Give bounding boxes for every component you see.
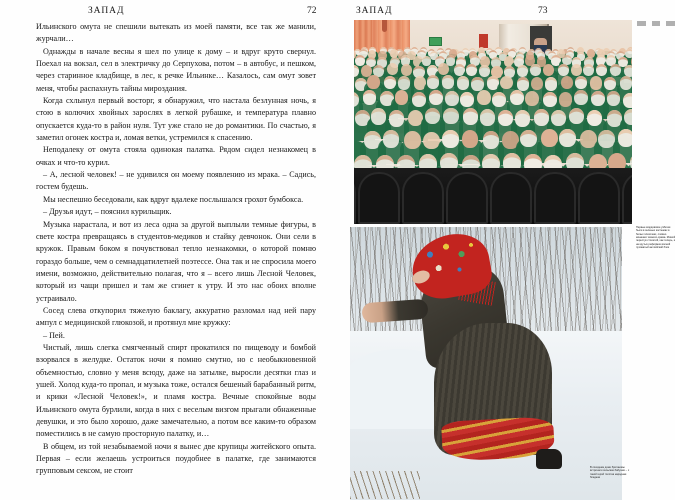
photo-person-head bbox=[604, 77, 617, 91]
photo-chair bbox=[622, 172, 632, 224]
photo-person-head bbox=[442, 130, 459, 148]
photo-person-head bbox=[395, 90, 409, 105]
running-head-right: ЗАПАД bbox=[356, 6, 393, 16]
photo-person-head bbox=[480, 109, 495, 125]
photo-person-head bbox=[607, 91, 621, 106]
photo-person-head bbox=[624, 109, 632, 125]
photo-person-head bbox=[575, 76, 588, 90]
caption-text: Первые мордовские узбечки были в зеленых костюмах в белых платочках, словно монашки темного-храма. Мягкий перестук столетий, как теперь, и на крутых реформах волной пуховатый английский блок bbox=[636, 226, 675, 250]
paragraph: Однажды в начале весны я шел по улице к дому – и вдруг круто свернул. Поехал на вокзал, сел в электричку до Серпухова, потом – в автобус, и пешком, через старинное кладбище, в лес, к речке Ильинке… Казалось, сам омут зовет меня, чтобы распахнуть тайны мироздания. bbox=[36, 46, 316, 93]
photo-person-head bbox=[618, 129, 632, 147]
photo-person-head bbox=[404, 131, 421, 149]
photo-folk-costume-snow bbox=[350, 227, 622, 500]
paragraph: – Пей. bbox=[43, 330, 65, 340]
photo-person-head bbox=[429, 90, 443, 105]
photo-boot bbox=[536, 449, 562, 469]
photo-person-head bbox=[545, 77, 558, 91]
running-head-left: ЗАПАД bbox=[88, 6, 125, 16]
photo-seated-crowd bbox=[354, 46, 632, 178]
photo-chair bbox=[578, 172, 620, 224]
photo-chair bbox=[534, 172, 576, 224]
photo-person-head bbox=[471, 77, 484, 91]
photo-person-head bbox=[398, 76, 411, 90]
photo-person-head bbox=[443, 108, 458, 124]
photo-person-head bbox=[587, 110, 602, 126]
paragraph: Ильинского омута не спешили вытекать из моей памяти, все так же манили, журчали… bbox=[36, 22, 316, 44]
photo-chair bbox=[446, 172, 488, 224]
page-number-left: 72 bbox=[307, 6, 317, 16]
photo-person-head bbox=[460, 92, 474, 107]
paragraph: Сосед слева откупорил тяжелую баклагу, аккуратно разломал над ней пару ампул с медицинской глюкозой, и протянул мне кружку: bbox=[36, 305, 316, 328]
photo-chair bbox=[358, 172, 400, 224]
photo-person-head bbox=[590, 76, 603, 90]
photo-person-head bbox=[425, 108, 440, 124]
photo-person-head bbox=[623, 93, 632, 108]
photo-person-head bbox=[551, 110, 566, 126]
photo-dry-brush bbox=[350, 471, 420, 499]
photo-person-head bbox=[438, 63, 449, 75]
photo-person-head bbox=[492, 92, 506, 107]
paragraph: Когда схлынул первый восторг, я обнаружил, что настала безлунная ночь, я стою в колючих хвойных зарослях в легкой рубашке, и температура плавно опускается куда-то в район нуля. Тут уже стало не до романтики. По счастью, я заметил огонек костра и, ломая ветки, устремился к спасению. bbox=[36, 96, 316, 143]
photo-person-head bbox=[500, 76, 513, 90]
photo-auditorium-women bbox=[354, 20, 632, 224]
photo-person-head bbox=[520, 130, 537, 148]
photo-person-head bbox=[624, 65, 632, 77]
photo-chair bbox=[490, 172, 532, 224]
photo-person-head bbox=[371, 108, 386, 124]
photo-person-head bbox=[483, 131, 500, 149]
paragraph: Мы неспешно беседовали, как вдруг вдалеке послышался грохот бумбокса. bbox=[43, 194, 304, 204]
photo-person-head bbox=[387, 63, 398, 75]
photo-chair-row bbox=[354, 168, 632, 224]
photo-chair bbox=[354, 172, 356, 224]
paragraph: – Друзья идут, – пояснил курильщик. bbox=[43, 207, 172, 217]
photo-person-head bbox=[383, 130, 400, 148]
caption-text: В соседнем доме британовы встречали сельские бабушки – с такой герой толстая народная бледная bbox=[590, 466, 630, 480]
right-page bbox=[340, 0, 675, 500]
page-number-right: 73 bbox=[538, 6, 548, 16]
photo-person-head bbox=[427, 75, 440, 89]
photo-person-head bbox=[477, 90, 491, 105]
photo-person-head bbox=[515, 110, 530, 126]
photo-chair bbox=[402, 172, 444, 224]
photo-person-head bbox=[559, 129, 576, 147]
photo-person-head bbox=[543, 64, 554, 76]
photo-person-head bbox=[401, 64, 412, 76]
paragraph: В общем, из той незабываемой ночи я вынес две крупицы житейского опыта. Первая – если желаешь устроиться поудобнее в палатке, где занимаются групповым сексом, не стоит bbox=[36, 441, 316, 476]
caption-photo-bottom bbox=[590, 466, 630, 479]
photo-wall-lamp bbox=[382, 20, 387, 32]
caption-photo-top bbox=[636, 226, 675, 249]
paragraph: – А, лесной человек! – не удивился он моему появлению из мрака. – Садись, гостем будешь. bbox=[36, 170, 316, 192]
photo-person-head bbox=[625, 49, 632, 58]
photo-person-head bbox=[530, 64, 541, 76]
photo-person-head bbox=[610, 64, 621, 76]
paragraph: Музыка нарастала, и вот из леса одна за другой выплыли темные фигуры, в свете костра превращаясь в студентов-медиков и стайку девчонок. Они сели в кружок. Правым боком я почувствовал тепло незнакомки, о которой помню гораздо больше, чем о семнадцатилетней поэтессе. Она так и не спросила моего имени, возможно, действительно полагая, что я – всего лишь Лесной Человек, который из чащи пришел и там же сгинет к утру. И это нас обоих вполне устраивало. bbox=[36, 219, 316, 303]
photo-exit-sign bbox=[429, 37, 442, 46]
photo-person-head bbox=[517, 65, 528, 77]
photo-person-head bbox=[367, 75, 380, 89]
photo-person-head bbox=[583, 64, 594, 76]
photo-person-head bbox=[598, 130, 615, 148]
paragraph: Чистый, лишь слегка смягченный спирт прокатился по пищеводу и бомбой взорвался в желудке. Остаток ночи я помню смутно, но с необыкновенной объемностью, словно у меня всюду, даже на затылке, выросли десятки глаз и ушей. Холод куда-то пропал, и музыка тоже, остался бешеный барабанный ритм, и крики «Лесной Человек!», и пламя костра. Вечные спокойные воды Ильинского омута бурлили, когда в них с веселым визгом прыгали обнаженные девушки, и это было хорошо, даже замечательно, а потом все каким-то образом поместились в не самую просторную палатку, и… bbox=[36, 342, 316, 439]
photo-person-head bbox=[442, 75, 455, 89]
body-text-left bbox=[36, 21, 316, 478]
photo-person-head bbox=[620, 76, 632, 90]
paragraph: Неподалеку от омута стояла одинокая палатка. Рядом сидел незнакомец в очках и что-то курил. bbox=[36, 145, 316, 167]
photo-person-head bbox=[525, 91, 539, 106]
photo-person-head bbox=[363, 90, 377, 105]
photo-person-head bbox=[389, 110, 404, 126]
photo-person-head bbox=[462, 130, 479, 148]
photo-person-head bbox=[412, 92, 426, 107]
